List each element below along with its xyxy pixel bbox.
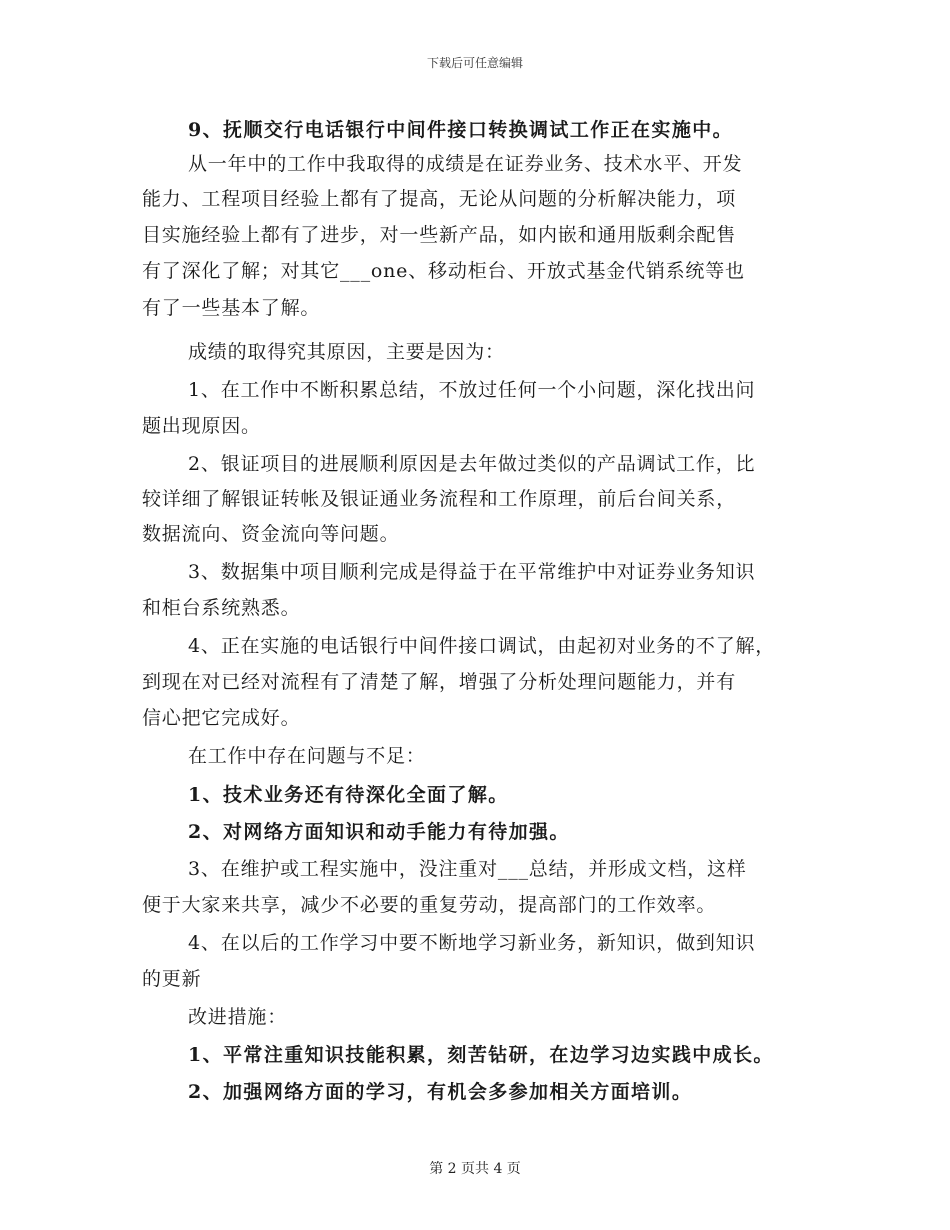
paragraph-line: 从一年中的工作中我取得的成绩是在证券业务、技术水平、开发 <box>188 153 743 175</box>
page-header: 下载后可任意编辑 <box>426 56 523 70</box>
paragraph-line: 2、银证项目的进展顺利原因是去年做过类似的产品调试工作，比 <box>188 453 756 475</box>
paragraph-line: 2、加强网络方面的学习，有机会多参加相关方面培训。 <box>188 1081 693 1103</box>
paragraph-line: 9、抚顺交行电话银行中间件接口转换调试工作正在实施中。 <box>188 119 734 141</box>
paragraph-line: 有了深化了解；对其它___one、移动柜台、开放式基金代销系统等也 <box>142 260 745 282</box>
paragraph-line: 1、在工作中不断积累总结，不放过任何一个小问题，深化找出问 <box>188 379 756 401</box>
paragraph-line: 4、在以后的工作学习中要不断地学习新业务，新知识，做到知识 <box>188 932 756 954</box>
paragraph-line: 2、对网络方面知识和动手能力有待加强。 <box>188 821 570 843</box>
paragraph-line: 目实施经验上都有了进步，对一些新产品，如内嵌和通用版剩余配售 <box>142 224 737 246</box>
paragraph-line: 在工作中存在问题与不足： <box>188 745 426 767</box>
paragraph-line: 便于大家来共享，减少不必要的重复劳动，提高部门的工作效率。 <box>142 894 717 916</box>
paragraph-line: 和柜台系统熟悉。 <box>142 597 301 619</box>
paragraph-line: 成绩的取得究其原因，主要是因为： <box>188 341 505 363</box>
paragraph-line: 有了一些基本了解。 <box>142 297 321 319</box>
paragraph-line: 3、在维护或工程实施中，没注重对___总结，并形成文档，这样 <box>188 858 747 880</box>
paragraph-line: 3、数据集中项目顺利完成是得益于在平常维护中对证券业务知识 <box>188 561 756 583</box>
paragraph-line: 1、技术业务还有待深化全面了解。 <box>188 784 509 806</box>
paragraph-line: 能力、工程项目经验上都有了提高，无论从问题的分析解决能力，项 <box>142 188 737 210</box>
paragraph-line: 信心把它完成好。 <box>142 707 301 729</box>
paragraph-line: 题出现原因。 <box>142 415 261 437</box>
paragraph-line: 4、正在实施的电话银行中间件接口调试，由起初对业务的不了解， <box>188 635 776 657</box>
paragraph-line: 较详细了解银证转帐及银证通业务流程和工作原理，前后台间关系， <box>142 488 737 510</box>
paragraph-line: 数据流向、资金流向等问题。 <box>142 523 400 545</box>
paragraph-line: 到现在对已经对流程有了清楚了解，增强了分析处理问题能力，并有 <box>142 671 737 693</box>
paragraph-line: 1、平常注重知识技能积累，刻苦钻研，在边学习边实践中成长。 <box>188 1044 774 1066</box>
paragraph-line: 的更新 <box>142 968 202 990</box>
page-footer: 第 2 页共 4 页 <box>429 1161 521 1177</box>
paragraph-line: 改进措施： <box>188 1006 288 1028</box>
